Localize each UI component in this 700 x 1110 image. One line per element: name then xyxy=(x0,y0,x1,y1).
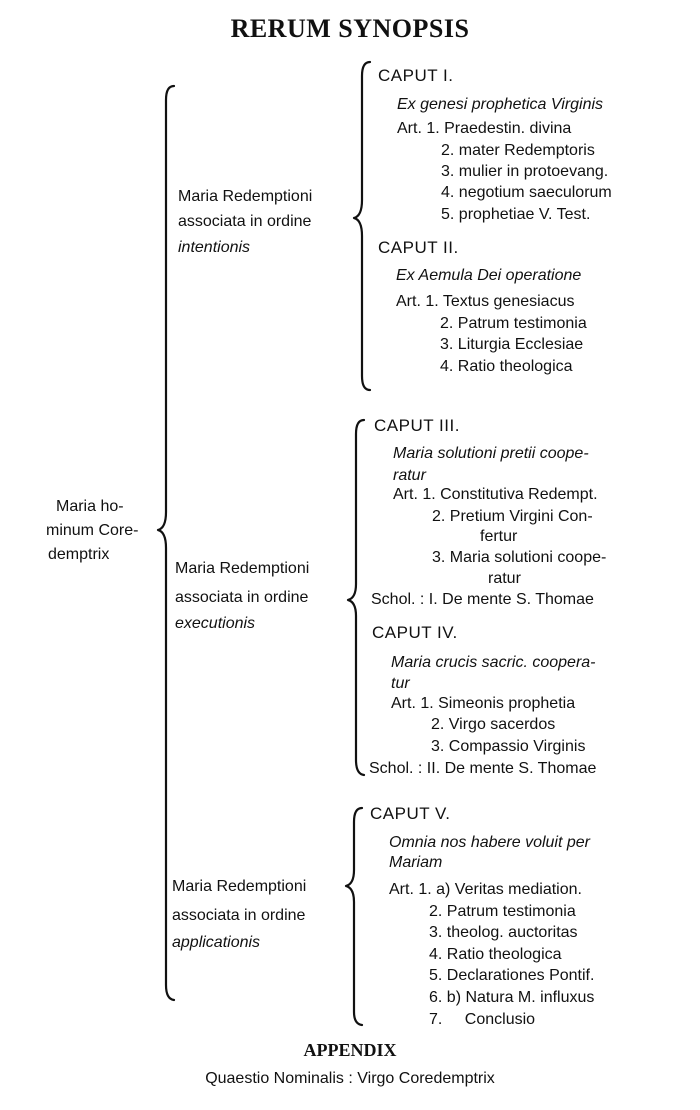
caput-4-subtitle-1: Maria crucis sacric. coopera- xyxy=(391,654,596,671)
group-2-label-line-1: Maria Redemptioni xyxy=(175,560,310,577)
appendix-text: Quaestio Nominalis : Virgo Coredemptrix xyxy=(205,1070,495,1087)
caput-5-heading: CAPUT V. xyxy=(370,804,451,823)
caput-3-line-1: Art. 1. Constitutiva Redempt. xyxy=(393,486,598,503)
caput-2-heading: CAPUT II. xyxy=(378,238,459,257)
page-title: RERUM SYNOPSIS xyxy=(230,14,470,43)
caput-3-subtitle-2: ratur xyxy=(393,467,426,484)
caput-5-line-3: 3. theolog. auctoritas xyxy=(429,924,578,941)
caput-5-subtitle-2: Mariam xyxy=(389,854,443,871)
brace-caput-group-3 xyxy=(346,808,362,1025)
caput-5-line-4: 4. Ratio theologica xyxy=(429,946,562,963)
caput-1-line-5: 5. prophetiae V. Test. xyxy=(441,206,591,223)
caput-2-line-2: 2. Patrum testimonia xyxy=(440,315,587,332)
caput-1-line-3: 3. mulier in protoevang. xyxy=(441,163,609,180)
caput-1-line-4: 4. negotium saeculorum xyxy=(441,184,612,201)
caput-4-heading: CAPUT IV. xyxy=(372,623,458,642)
root-label-line-2: minum Core- xyxy=(46,522,139,539)
group-1-label-line-3: intentionis xyxy=(178,239,251,256)
caput-5-line-1: Art. 1. a) Veritas mediation. xyxy=(389,881,582,898)
caput-5-line-2: 2. Patrum testimonia xyxy=(429,903,576,920)
caput-1-line-1: Art. 1. Praedestin. divina xyxy=(397,120,572,137)
caput-4-line-2: 2. Virgo sacerdos xyxy=(431,716,556,733)
caput-3-subtitle-1: Maria solutioni pretii coope- xyxy=(393,445,589,462)
group-3-label-line-1: Maria Redemptioni xyxy=(172,878,307,895)
brace-caput-group-2 xyxy=(348,420,364,775)
caput-2-line-3: 3. Liturgia Ecclesiae xyxy=(440,336,584,353)
group-2-label-line-3: executionis xyxy=(175,615,256,632)
group-2-label-line-2: associata in ordine xyxy=(175,589,309,606)
group-3-label-line-2: associata in ordine xyxy=(172,907,306,924)
appendix-heading: APPENDIX xyxy=(303,1040,397,1060)
caput-5-subtitle-1: Omnia nos habere voluit per xyxy=(389,834,590,851)
caput-1-heading: CAPUT I. xyxy=(378,66,454,85)
caput-3-line-4: 3. Maria solutioni coope- xyxy=(432,549,607,566)
caput-1-subtitle: Ex genesi prophetica Virginis xyxy=(397,96,604,113)
caput-4-scholion: Schol. : II. De mente S. Thomae xyxy=(369,760,597,777)
caput-5-line-5: 5. Declarationes Pontif. xyxy=(429,967,595,984)
caput-3-heading: CAPUT III. xyxy=(374,416,460,435)
caput-4-line-1: Art. 1. Simeonis prophetia xyxy=(391,695,576,712)
group-1-label-line-1: Maria Redemptioni xyxy=(178,188,313,205)
root-label-line-3: demptrix xyxy=(48,546,110,563)
main-brace xyxy=(158,86,174,1000)
caput-3-line-2: 2. Pretium Virgini Con- xyxy=(432,508,593,525)
root-label-line-1: Maria ho- xyxy=(56,498,124,515)
caput-2-subtitle: Ex Aemula Dei operatione xyxy=(396,267,582,284)
group-1-label-line-2: associata in ordine xyxy=(178,213,312,230)
caput-4-subtitle-2: tur xyxy=(391,675,410,692)
caput-3-scholion: Schol. : I. De mente S. Thomae xyxy=(371,591,594,608)
caput-3-line-5: ratur xyxy=(488,570,521,587)
caput-2-line-1: Art. 1. Textus genesiacus xyxy=(396,293,575,310)
caput-4-line-3: 3. Compassio Virginis xyxy=(431,738,586,755)
caput-1-line-2: 2. mater Redemptoris xyxy=(441,142,595,159)
brace-caput-group-1 xyxy=(354,62,370,390)
group-3-label-line-3: applicationis xyxy=(172,934,261,951)
caput-2-line-4: 4. Ratio theologica xyxy=(440,358,573,375)
caput-5-line-7: 7. Conclusio xyxy=(429,1011,536,1028)
caput-3-line-3: fertur xyxy=(480,528,518,545)
caput-5-line-6: 6. b) Natura M. influxus xyxy=(429,989,595,1006)
